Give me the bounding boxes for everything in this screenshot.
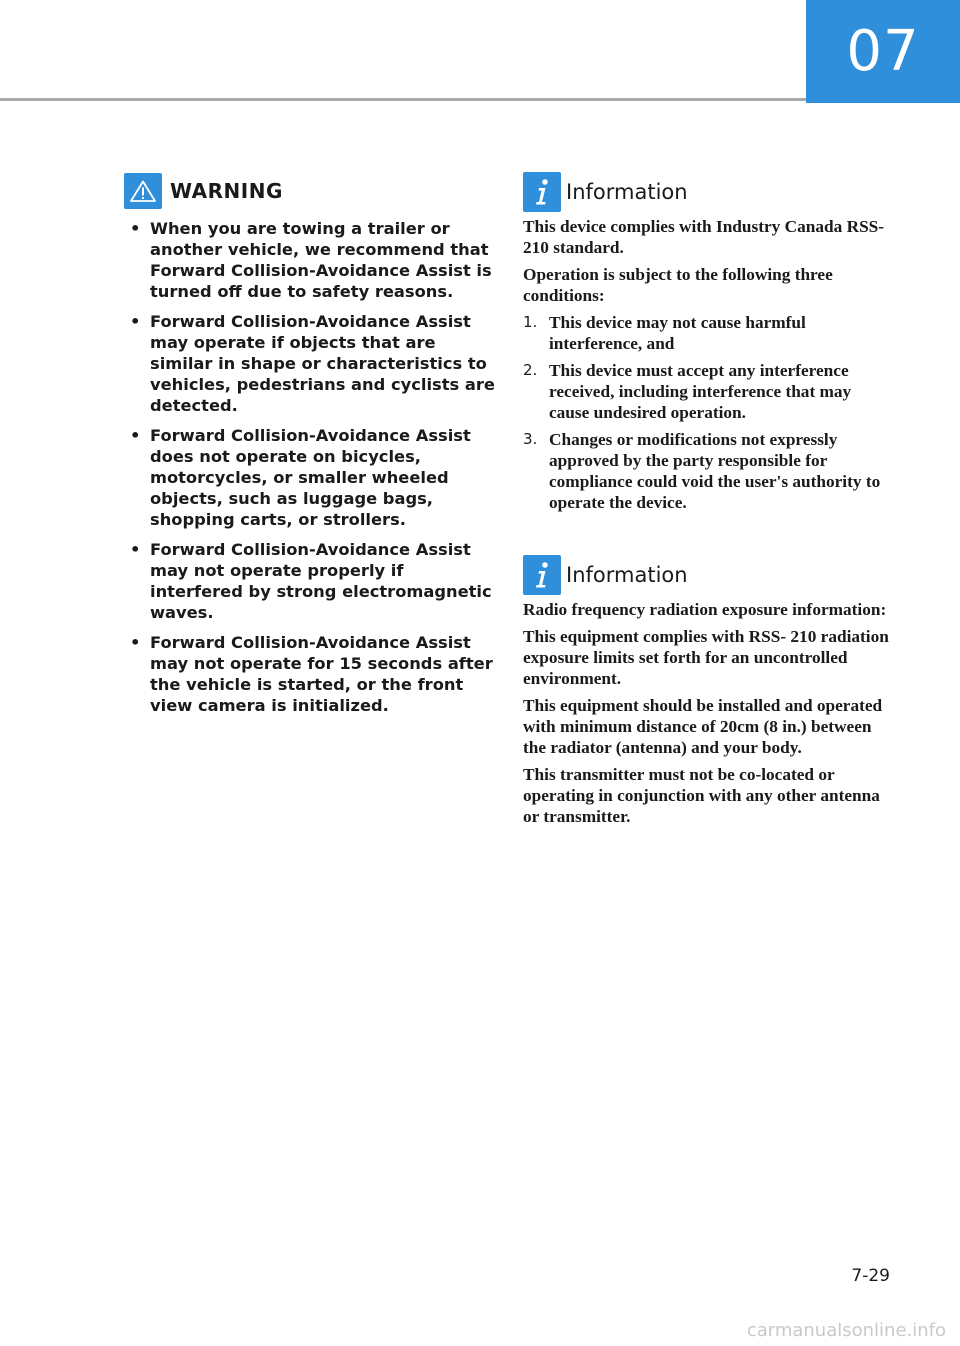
paragraph: This equipment should be installed and operated with minimum distance of 20cm (8 in.) between the radiator (antenna) and your body.	[523, 696, 883, 757]
condition-text: This device may not cause harmful interference, and	[549, 313, 806, 353]
warning-item	[124, 218, 496, 302]
header-rule	[0, 98, 806, 101]
info-icon	[523, 172, 561, 212]
paragraph: This transmitter must not be co-located or operating in conjunction with any other antenna or transmitter.	[523, 765, 880, 826]
information-header	[523, 555, 893, 595]
warning-item	[124, 425, 496, 530]
info-icon	[523, 555, 561, 595]
warning-item-text: Forward Collision-Avoidance Assist may not operate for 15 seconds after the vehicle is started, or the front view camera is initialized.	[150, 633, 493, 715]
condition-item	[523, 312, 893, 354]
information-box-1	[523, 172, 893, 519]
information-box-2	[523, 555, 893, 833]
chapter-tab: 07	[806, 0, 960, 103]
bullet: •	[130, 633, 141, 652]
warning-title: WARNING	[170, 179, 283, 203]
bullet: •	[130, 312, 141, 331]
warning-item	[124, 632, 496, 716]
warning-item	[124, 539, 496, 623]
warning-item-text: Forward Collision-Avoidance Assist does not operate on bicycles, motorcycles, or smaller wheeled objects, such as luggage bags, shopping carts, or strollers.	[150, 426, 471, 529]
warning-list	[124, 218, 496, 716]
warning-header	[124, 172, 496, 210]
paragraph: Operation is subject to the following three conditions:	[523, 265, 833, 305]
bullet: •	[130, 426, 141, 445]
warning-triangle-icon	[124, 173, 162, 209]
warning-item-text: Forward Collision-Avoidance Assist may not operate properly if interfered by strong electromagnetic waves.	[150, 540, 492, 622]
bullet: •	[130, 219, 141, 238]
watermark: carmanualsonline.info	[746, 1320, 946, 1341]
item-number: 1.	[523, 313, 538, 331]
warning-box	[124, 172, 496, 725]
condition-text: Changes or modifications not expressly approved by the party responsible for compliance could void the user's authority to operate the device.	[549, 430, 881, 512]
paragraph: Radio frequency radiation exposure information:	[523, 600, 887, 619]
page-number: 7-29	[851, 1266, 890, 1286]
condition-item	[523, 360, 893, 423]
paragraph: This device complies with Industry Canada RSS-210 standard.	[523, 217, 885, 257]
conditions-list	[523, 312, 893, 513]
warning-item-text: When you are towing a trailer or another vehicle, we recommend that Forward Collision-Avoidance Assist is turned off due to safety reasons.	[150, 219, 492, 301]
information-header	[523, 172, 893, 212]
paragraph: This equipment complies with RSS- 210 radiation exposure limits set forth for an uncontrolled environment.	[523, 627, 889, 688]
condition-item	[523, 429, 893, 513]
information-title: Information	[566, 180, 688, 204]
condition-text: This device must accept any interference received, including interference that may cause undesired operation.	[549, 361, 852, 422]
information-title: Information	[566, 563, 688, 587]
warning-item-text: Forward Collision-Avoidance Assist may operate if objects that are similar in shape or characteristics to vehicles, pedestrians and cyclists are detected.	[150, 312, 495, 415]
bullet: •	[130, 540, 141, 559]
warning-item	[124, 311, 496, 416]
item-number: 2.	[523, 361, 538, 379]
item-number: 3.	[523, 430, 538, 448]
